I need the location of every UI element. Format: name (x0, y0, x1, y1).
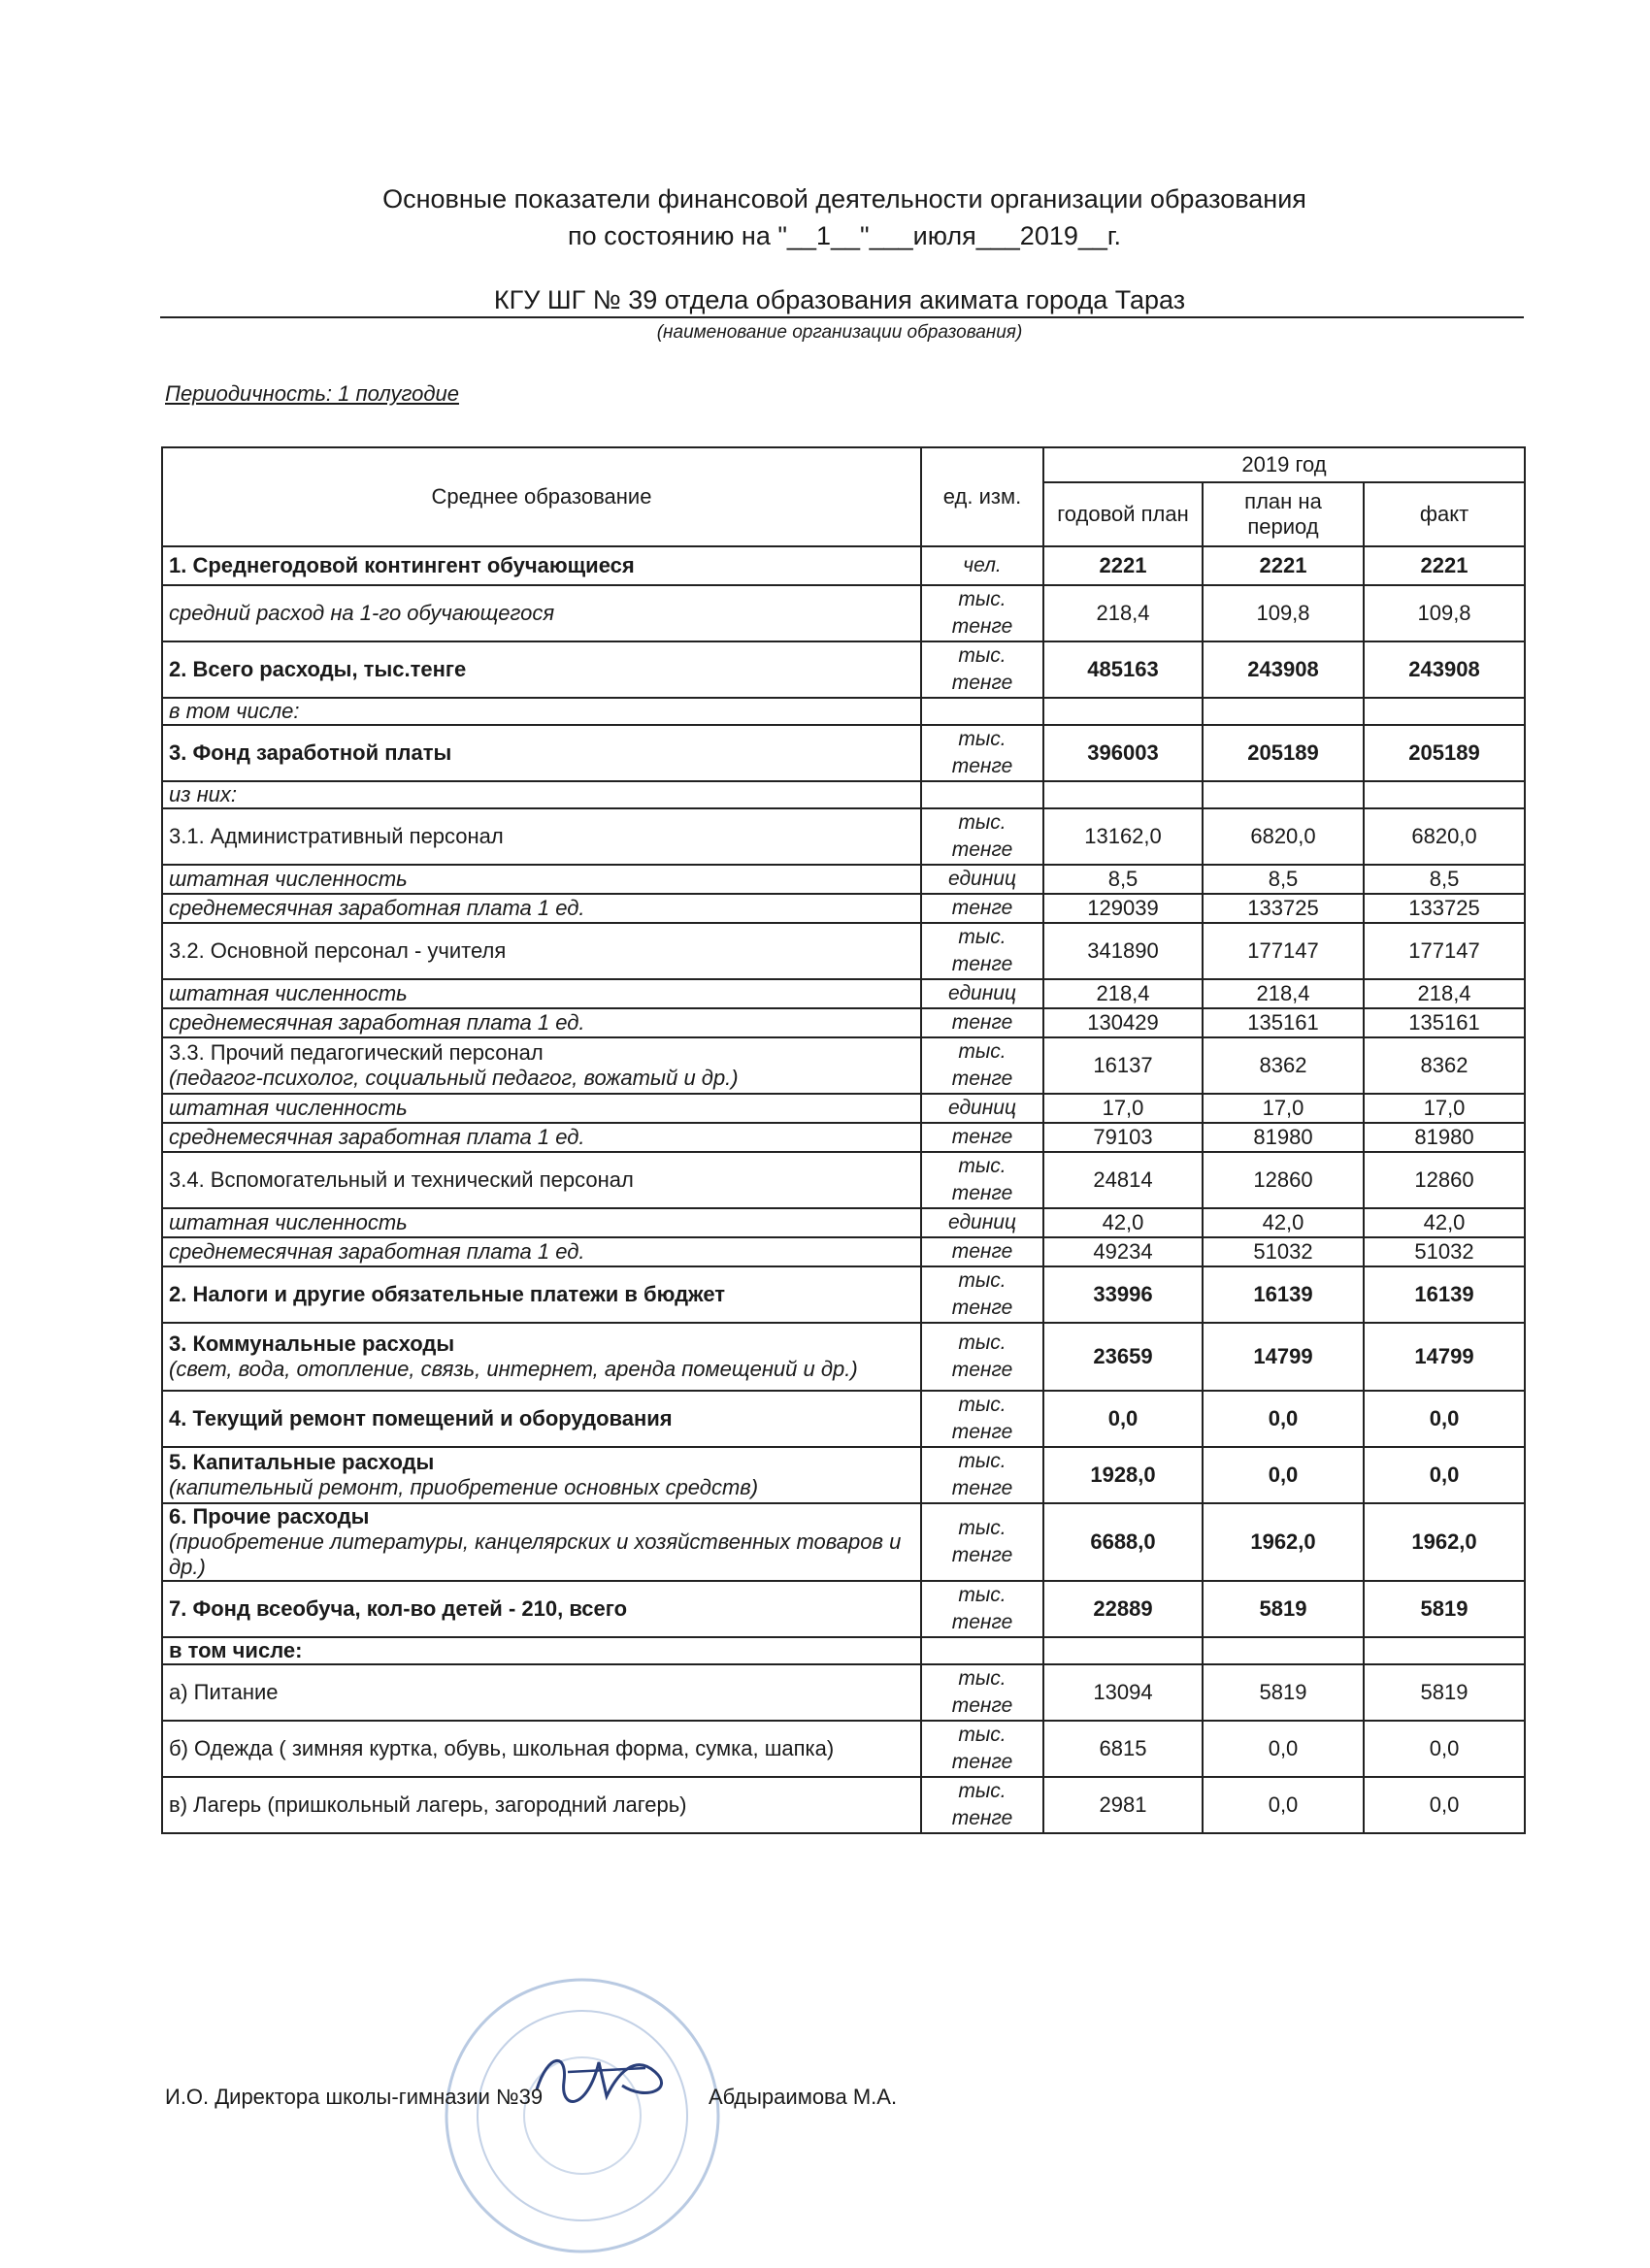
row-unit: единиц (921, 1094, 1043, 1123)
row-value-annual: 8,5 (1043, 865, 1203, 894)
row-label-main: штатная численность (169, 867, 408, 891)
row-unit: тыс. тенге (921, 1391, 1043, 1447)
row-label-main: средний расход на 1-го обучающегося (169, 601, 555, 625)
periodicity: Периодичность: 1 полугодие (165, 381, 459, 406)
row-unit: тыс. тенге (921, 1266, 1043, 1323)
row-value-annual: 24814 (1043, 1152, 1203, 1208)
signatory-name: Абдыраимова М.А. (709, 2085, 898, 2109)
row-value-annual: 130429 (1043, 1008, 1203, 1037)
row-value-period (1203, 698, 1364, 725)
row-label-main: штатная численность (169, 981, 408, 1005)
header-year: 2019 год (1043, 447, 1525, 482)
table-row (162, 1637, 1525, 1664)
handwritten-signature (529, 2043, 675, 2111)
table-row (162, 1152, 1525, 1208)
row-value-period: 0,0 (1203, 1721, 1364, 1777)
table-row (162, 1208, 1525, 1237)
row-value-annual: 33996 (1043, 1266, 1203, 1323)
row-unit: тыс. тенге (921, 1777, 1043, 1833)
row-value-fact: 5819 (1364, 1664, 1525, 1721)
row-label-main: 2. Всего расходы, тыс.тенге (169, 657, 467, 681)
row-value-fact: 0,0 (1364, 1721, 1525, 1777)
row-value-fact: 0,0 (1364, 1391, 1525, 1447)
row-value-fact: 135161 (1364, 1008, 1525, 1037)
row-value-period: 17,0 (1203, 1094, 1364, 1123)
row-label-main: 3. Фонд заработной платы (169, 740, 452, 765)
row-value-fact (1364, 698, 1525, 725)
row-value-annual: 42,0 (1043, 1208, 1203, 1237)
row-value-fact: 16139 (1364, 1266, 1525, 1323)
table-row (162, 698, 1525, 725)
row-value-annual (1043, 1637, 1203, 1664)
table-row (162, 923, 1525, 979)
table-row (162, 865, 1525, 894)
table-row (162, 1581, 1525, 1637)
row-value-annual: 2221 (1043, 546, 1203, 585)
row-label (162, 1581, 921, 1637)
row-value-annual: 1928,0 (1043, 1447, 1203, 1503)
row-label-main: 3. Коммунальные расходы (169, 1331, 455, 1356)
row-value-period (1203, 781, 1364, 808)
row-value-period: 243908 (1203, 641, 1364, 698)
row-label (162, 698, 921, 725)
row-label (162, 1037, 921, 1094)
row-value-annual: 129039 (1043, 894, 1203, 923)
organization-name: КГУ ШГ № 39 отдела образования акимата города Тараз (493, 285, 1186, 314)
row-label (162, 641, 921, 698)
row-value-fact: 42,0 (1364, 1208, 1525, 1237)
row-label (162, 1323, 921, 1391)
row-unit: тыс. тенге (921, 1447, 1043, 1503)
row-value-period: 51032 (1203, 1237, 1364, 1266)
row-value-fact: 12860 (1364, 1152, 1525, 1208)
row-label-main: штатная численность (169, 1210, 408, 1234)
table-row (162, 546, 1525, 585)
row-value-period: 81980 (1203, 1123, 1364, 1152)
header-section: Среднее образование (162, 447, 921, 546)
row-value-fact: 133725 (1364, 894, 1525, 923)
row-value-fact: 5819 (1364, 1581, 1525, 1637)
row-unit (921, 781, 1043, 808)
row-value-fact: 177147 (1364, 923, 1525, 979)
row-label (162, 1637, 921, 1664)
table-row (162, 1391, 1525, 1447)
row-value-period: 205189 (1203, 725, 1364, 781)
table-row (162, 1266, 1525, 1323)
row-unit: единиц (921, 979, 1043, 1008)
row-value-fact: 109,8 (1364, 585, 1525, 641)
header-period-plan: план на период (1203, 482, 1364, 546)
row-value-period: 218,4 (1203, 979, 1364, 1008)
row-label-main: штатная численность (169, 1096, 408, 1120)
row-value-fact: 17,0 (1364, 1094, 1525, 1123)
table-row (162, 725, 1525, 781)
row-label-main: 3.1. Административный персонал (169, 824, 504, 848)
row-label-main: 1. Среднегодовой контингент обучающиеся (169, 553, 635, 577)
row-value-period: 5819 (1203, 1581, 1364, 1637)
organization-caption: (наименование организации образования) (656, 322, 1023, 343)
row-label-main: 3.4. Вспомогательный и технический персонал (169, 1167, 634, 1192)
table-row (162, 979, 1525, 1008)
row-unit (921, 1637, 1043, 1664)
row-unit: тенге (921, 894, 1043, 923)
row-label (162, 1447, 921, 1503)
row-value-annual: 79103 (1043, 1123, 1203, 1152)
row-value-annual: 485163 (1043, 641, 1203, 698)
row-value-period: 0,0 (1203, 1777, 1364, 1833)
row-value-annual: 218,4 (1043, 979, 1203, 1008)
table-row (162, 1777, 1525, 1833)
row-label-main: 3.3. Прочий педагогический персонал (169, 1040, 544, 1065)
row-value-period: 135161 (1203, 1008, 1364, 1037)
row-label-main: 3.2. Основной персонал - учителя (169, 938, 507, 963)
row-value-fact (1364, 1637, 1525, 1664)
header-annual-plan: годовой план (1043, 482, 1203, 546)
row-label-main: среднемесячная заработная плата 1 ед. (169, 1125, 585, 1149)
row-value-period: 12860 (1203, 1152, 1364, 1208)
row-label (162, 1266, 921, 1323)
row-value-annual: 6815 (1043, 1721, 1203, 1777)
row-label-detail: (свет, вода, отопление, связь, интернет, аренда помещений и др.) (169, 1357, 858, 1381)
table-row (162, 781, 1525, 808)
row-label-main: из них: (169, 782, 238, 806)
row-label-main: 4. Текущий ремонт помещений и оборудования (169, 1406, 673, 1430)
row-unit: тыс. тенге (921, 641, 1043, 698)
row-value-period: 177147 (1203, 923, 1364, 979)
row-value-annual (1043, 698, 1203, 725)
row-label (162, 546, 921, 585)
row-label (162, 725, 921, 781)
table-row (162, 1094, 1525, 1123)
row-label (162, 781, 921, 808)
row-value-fact: 51032 (1364, 1237, 1525, 1266)
row-value-annual: 2981 (1043, 1777, 1203, 1833)
row-value-annual (1043, 781, 1203, 808)
table-row (162, 1664, 1525, 1721)
row-value-period: 8,5 (1203, 865, 1364, 894)
title-line-2: по состоянию на "__1__"___июля___2019__г. (568, 221, 1121, 250)
row-label (162, 1094, 921, 1123)
row-value-fact: 205189 (1364, 725, 1525, 781)
row-label-main: 5. Капитальные расходы (169, 1450, 435, 1474)
table-row (162, 1123, 1525, 1152)
row-label-main: 6. Прочие расходы (169, 1504, 370, 1528)
row-value-period: 133725 (1203, 894, 1364, 923)
table-row (162, 1037, 1525, 1094)
row-value-period: 1962,0 (1203, 1503, 1364, 1581)
row-value-annual: 6688,0 (1043, 1503, 1203, 1581)
row-value-fact: 0,0 (1364, 1447, 1525, 1503)
table-row (162, 894, 1525, 923)
row-label-main: среднемесячная заработная плата 1 ед. (169, 1010, 585, 1035)
header-fact: факт (1364, 482, 1525, 546)
row-value-period: 2221 (1203, 546, 1364, 585)
row-value-fact: 2221 (1364, 546, 1525, 585)
row-unit: тыс. тенге (921, 1037, 1043, 1094)
row-unit: тыс. тенге (921, 1721, 1043, 1777)
header-unit: ед. изм. (921, 447, 1043, 546)
row-unit: тыс. тенге (921, 585, 1043, 641)
row-value-period: 109,8 (1203, 585, 1364, 641)
table-row (162, 1008, 1525, 1037)
row-label (162, 1777, 921, 1833)
title-line-1: Основные показатели финансовой деятельности организации образования (382, 184, 1306, 214)
row-unit: тыс. тенге (921, 1503, 1043, 1581)
row-unit: тыс. тенге (921, 808, 1043, 865)
row-label (162, 1123, 921, 1152)
row-label-main: в том числе: (169, 699, 300, 723)
row-label-main: а) Питание (169, 1680, 279, 1704)
row-value-annual: 13162,0 (1043, 808, 1203, 865)
row-label (162, 808, 921, 865)
table-row (162, 1503, 1525, 1581)
row-label (162, 1237, 921, 1266)
signatory-title: И.О. Директора школы-гимназии №39 (165, 2085, 544, 2109)
row-value-fact: 8362 (1364, 1037, 1525, 1094)
row-value-fact: 14799 (1364, 1323, 1525, 1391)
row-value-period: 0,0 (1203, 1447, 1364, 1503)
row-label (162, 1664, 921, 1721)
row-unit: тыс. тенге (921, 1581, 1043, 1637)
row-unit: чел. (921, 546, 1043, 585)
row-label-main: среднемесячная заработная плата 1 ед. (169, 896, 585, 920)
row-label (162, 1208, 921, 1237)
row-value-period: 0,0 (1203, 1391, 1364, 1447)
row-label (162, 1008, 921, 1037)
row-value-annual: 22889 (1043, 1581, 1203, 1637)
row-label-main: в том числе: (169, 1638, 303, 1662)
row-label (162, 1721, 921, 1777)
row-label (162, 1391, 921, 1447)
row-value-period: 8362 (1203, 1037, 1364, 1094)
row-label-main: среднемесячная заработная плата 1 ед. (169, 1239, 585, 1264)
row-value-period: 42,0 (1203, 1208, 1364, 1237)
row-unit: тенге (921, 1008, 1043, 1037)
row-label-detail: (педагог-психолог, социальный педагог, вожатый и др.) (169, 1066, 739, 1090)
document-title (165, 181, 1524, 254)
row-unit: единиц (921, 1208, 1043, 1237)
table-row (162, 641, 1525, 698)
row-label (162, 1152, 921, 1208)
row-value-fact: 81980 (1364, 1123, 1525, 1152)
row-unit: тыс. тенге (921, 923, 1043, 979)
row-label-detail: (капительный ремонт, приобретение основных средств) (169, 1475, 759, 1499)
row-value-annual: 17,0 (1043, 1094, 1203, 1123)
row-value-fact: 0,0 (1364, 1777, 1525, 1833)
row-value-period (1203, 1637, 1364, 1664)
row-unit: тенге (921, 1237, 1043, 1266)
row-value-annual: 13094 (1043, 1664, 1203, 1721)
row-value-period: 16139 (1203, 1266, 1364, 1323)
table-row (162, 1323, 1525, 1391)
row-label (162, 923, 921, 979)
row-value-annual: 23659 (1043, 1323, 1203, 1391)
row-value-annual: 16137 (1043, 1037, 1203, 1094)
table-row (162, 1721, 1525, 1777)
row-unit: тыс. тенге (921, 725, 1043, 781)
row-value-fact: 218,4 (1364, 979, 1525, 1008)
table-row (162, 1237, 1525, 1266)
row-value-fact: 243908 (1364, 641, 1525, 698)
row-label (162, 1503, 921, 1581)
row-value-annual: 341890 (1043, 923, 1203, 979)
row-value-fact: 8,5 (1364, 865, 1525, 894)
row-unit (921, 698, 1043, 725)
row-label-main: б) Одежда ( зимняя куртка, обувь, школьная форма, сумка, шапка) (169, 1736, 835, 1760)
row-unit: тенге (921, 1123, 1043, 1152)
org-name-underline (160, 316, 1524, 318)
row-unit: единиц (921, 865, 1043, 894)
row-label-main: 2. Налоги и другие обязательные платежи в бюджет (169, 1282, 726, 1306)
row-value-period: 5819 (1203, 1664, 1364, 1721)
row-label-main: в) Лагерь (пришкольный лагерь, загородний лагерь) (169, 1792, 687, 1817)
row-value-fact (1364, 781, 1525, 808)
table-row (162, 585, 1525, 641)
row-value-annual: 396003 (1043, 725, 1203, 781)
table-row (162, 808, 1525, 865)
row-unit: тыс. тенге (921, 1323, 1043, 1391)
table-row (162, 1447, 1525, 1503)
row-label (162, 585, 921, 641)
row-label (162, 865, 921, 894)
row-unit: тыс. тенге (921, 1152, 1043, 1208)
row-value-period: 14799 (1203, 1323, 1364, 1391)
row-label (162, 894, 921, 923)
row-label-detail: (приобретение литературы, канцелярских и хозяйственных товаров и др.) (169, 1529, 902, 1579)
row-value-fact: 1962,0 (1364, 1503, 1525, 1581)
school-seal-stamp (417, 1960, 747, 2261)
row-value-fact: 6820,0 (1364, 808, 1525, 865)
row-value-period: 6820,0 (1203, 808, 1364, 865)
financial-indicators-table (161, 446, 1526, 1834)
row-label (162, 979, 921, 1008)
row-unit: тыс. тенге (921, 1664, 1043, 1721)
row-label-main: 7. Фонд всеобуча, кол-во детей - 210, всего (169, 1596, 628, 1621)
row-value-annual: 0,0 (1043, 1391, 1203, 1447)
row-value-annual: 49234 (1043, 1237, 1203, 1266)
row-value-annual: 218,4 (1043, 585, 1203, 641)
